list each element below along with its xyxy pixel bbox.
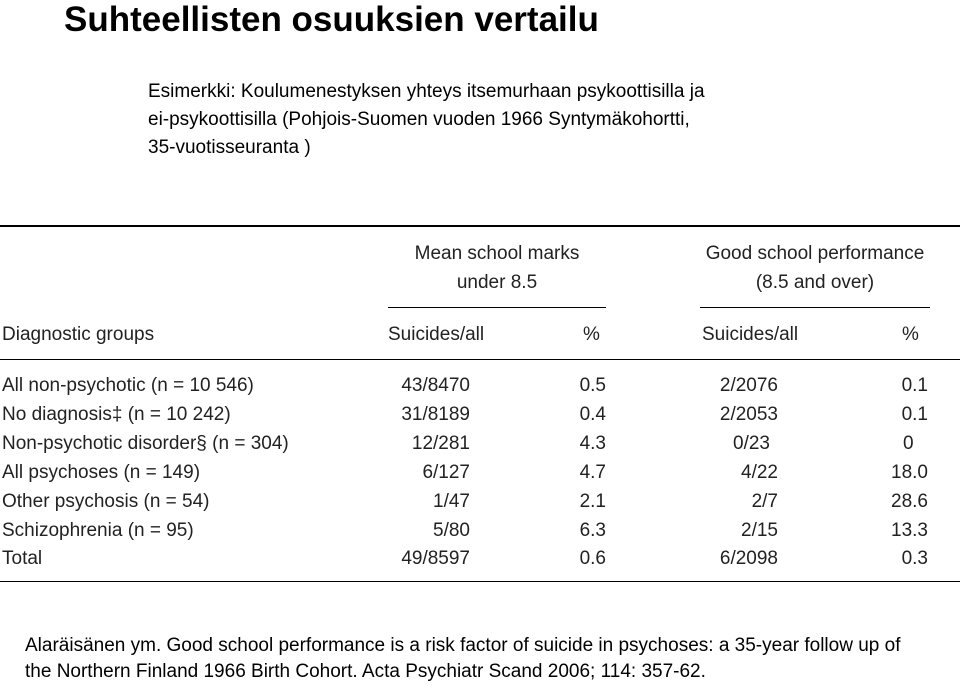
row-group: Schizophrenia (n = 95) <box>2 520 194 541</box>
group-header-low-line2: under 8.5 <box>456 272 538 293</box>
row-low-ratio: 5/80 <box>433 520 470 541</box>
reference-line: the Northern Finland 1966 Birth Cohort. Acta Psychiatr Scand 2006; 114: 357-62. <box>25 661 706 682</box>
row-high-ratio: 2/2053 <box>719 404 778 425</box>
row-high-ratio: 6/2098 <box>719 548 778 569</box>
row-high-pct: 0 <box>903 433 914 454</box>
row-group: All non-psychotic (n = 10 546) <box>2 375 254 396</box>
row-group: Other psychosis (n = 54) <box>2 491 210 512</box>
group-header-high-line2: (8.5 and over) <box>755 272 875 293</box>
intro-line: ei-psykoottisilla (Pohjois-Suomen vuoden 1966 Syntymäkohortti, <box>148 109 690 130</box>
column-header-high-ratio: Suicides/all <box>702 324 799 345</box>
header-bottom-rule <box>0 359 960 360</box>
row-high-pct: 0.3 <box>901 548 928 569</box>
row-low-pct: 0.4 <box>579 404 606 425</box>
table-bottom-rule <box>0 581 960 582</box>
row-low-pct: 0.5 <box>579 375 606 396</box>
intro-line: Esimerkki: Koulumenestyksen yhteys itsemurhaan psykoottisilla ja <box>148 81 705 102</box>
row-low-pct: 2.1 <box>579 491 606 512</box>
page-title: Suhteellisten osuuksien vertailu <box>64 0 599 39</box>
row-high-ratio: 4/22 <box>741 462 778 483</box>
group-header-low-rule <box>388 307 606 308</box>
row-group: No diagnosis‡ (n = 10 242) <box>2 404 231 425</box>
intro-line: 35-vuotisseuranta ) <box>148 137 311 158</box>
row-high-pct: 18.0 <box>891 462 928 483</box>
row-low-pct: 6.3 <box>579 520 606 541</box>
row-high-ratio: 2/15 <box>741 520 778 541</box>
row-group: Total <box>2 548 43 569</box>
group-header-high <box>700 243 930 294</box>
row-low-pct: 0.6 <box>579 548 606 569</box>
group-header-low-line1: Mean school marks <box>414 243 580 264</box>
column-header-low-pct: % <box>583 324 600 345</box>
row-low-ratio: 12/281 <box>411 433 470 454</box>
row-group: All psychoses (n = 149) <box>2 462 201 483</box>
reference-line: Alaräisänen ym. Good school performance is a risk factor of suicide in psychoses: a 35-year follow up of <box>25 635 901 656</box>
row-low-ratio: 43/8470 <box>401 375 470 396</box>
row-high-pct: 13.3 <box>891 520 928 541</box>
row-high-pct: 0.1 <box>901 404 928 425</box>
reference-citation <box>25 633 955 685</box>
row-high-ratio: 2/7 <box>751 491 778 512</box>
column-header-low-ratio: Suicides/all <box>388 324 485 345</box>
intro-text <box>148 78 868 162</box>
row-low-pct: 4.3 <box>579 433 606 454</box>
row-high-pct: 0.1 <box>901 375 928 396</box>
row-low-pct: 4.7 <box>579 462 606 483</box>
row-low-ratio: 6/127 <box>422 462 470 483</box>
row-high-pct: 28.6 <box>891 491 928 512</box>
group-header-high-line1: Good school performance <box>705 243 925 264</box>
row-low-ratio: 1/47 <box>433 491 470 512</box>
column-header-high-pct: % <box>902 324 919 345</box>
row-low-ratio: 49/8597 <box>401 548 470 569</box>
row-high-ratio: 2/2076 <box>719 375 778 396</box>
column-header-group: Diagnostic groups <box>2 324 155 345</box>
group-header-high-rule <box>700 307 930 308</box>
row-high-ratio: 0/23 <box>733 433 770 454</box>
row-low-ratio: 31/8189 <box>401 404 470 425</box>
row-group: Non-psychotic disorder§ (n = 304) <box>2 433 289 454</box>
group-header-low <box>388 243 606 294</box>
table-top-rule <box>0 225 960 227</box>
